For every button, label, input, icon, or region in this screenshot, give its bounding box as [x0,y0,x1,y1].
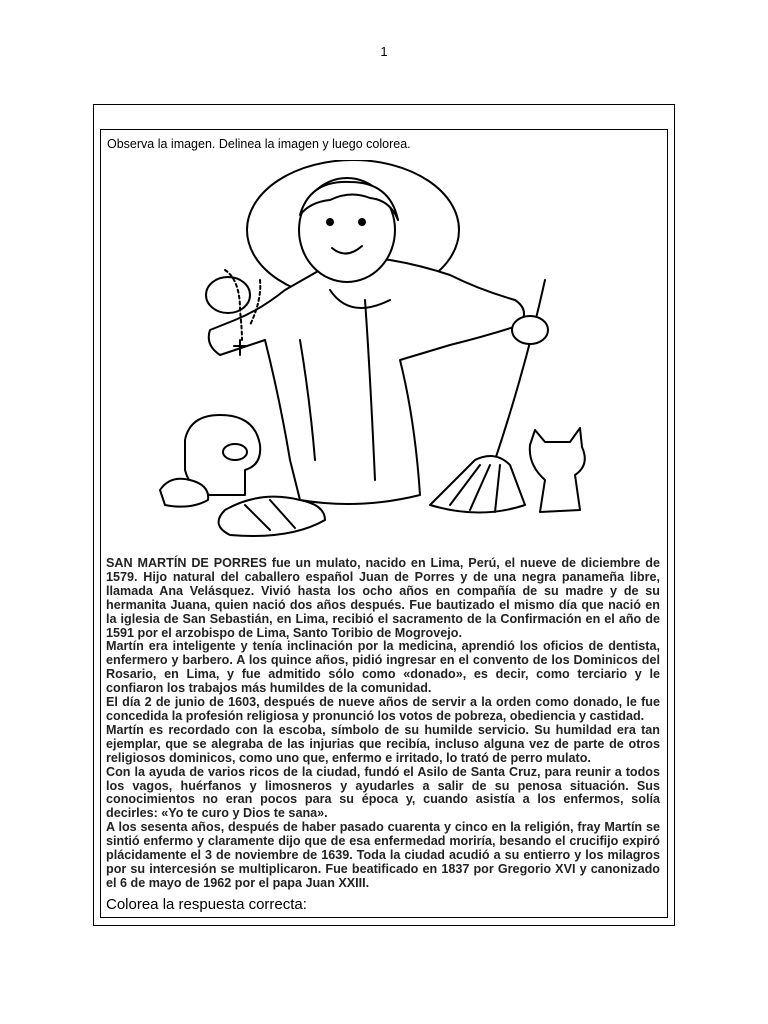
biography-paragraph: SAN MARTÍN DE PORRES fue un mulato, nacido en Lima, Perú, el nueve de diciembre de 1579. Hijo natural del caballero español Juan de Porres y de una negra panameña libre, llamada Ana Velásquez. Vivió hasta los ocho años en compañía de su madre y de su hermanita Juana, quien nació dos años después. Fue bautizado el mismo día que nació en la iglesia de San Sebastián, en Lima, recibió el sacramento de la Confirmación en el año de 1591 por el arzobispo de Lima, Santo Toribio de Mogrovejo. [106,556,660,640]
biography-paragraph: Martín es recordado con la escoba, símbolo de su humilde servicio. Su humildad era tan ejemplar, que se alegraba de las injurias que recibía, incluso alguna vez de parte de otros religiosos dominicos, como uno que, enfermo e irritado, lo trató de perro mulato. [106,722,660,765]
question-prompt: Colorea la respuesta correcta: [106,896,307,913]
biography-paragraph: Con la ayuda de varios ricos de la ciudad, fundó el Asilo de Santa Cruz, para reunir a todos los vagos, huérfanos y limosneros y ayudarles a salir de su penosa situación. Sus conocimientos no eran pocos para su época y, cuando asistía a los enfermos, solía decirles: «Yo te curo y Dios te sana». [106,764,660,821]
biography-paragraph: Martín era inteligente y tenía inclinación por la medicina, aprendió los oficios de dentista, enfermero y barbero. A los quince años, pidió ingresar en el convento de los Dominicos del Rosario, en Lima, y fue admitido sólo como «donado», es decir, como terciario y le confiaron los trabajos más humildes de la comunidad. [106,639,660,696]
saint-martin-coloring-illustration [150,160,620,550]
instruction-text: Observa la imagen. Delinea la imagen y luego colorea. [107,137,411,151]
page-number: 1 [380,44,388,59]
left-hand [206,277,250,313]
cat-outline [530,428,585,512]
broom-head [430,456,525,513]
biography-text [106,557,660,891]
biography-paragraph: A los sesenta años, después de haber pasado cuarenta y cinco en la religión, fray Martín se sintió enfermo y claramente dijo que de esa enfermedad moriría, besando el crucifijo expiró plácidamente el 3 de noviembre de 1639. Toda la ciudad acudió a su entierro y los milagros por su intercesión se multiplicaron. Fue beatificado en 1837 por Gregorio XVI y canonizado el 6 de mayo de 1962 por el papa Juan XXIII. [106,820,660,890]
biography-paragraph: El día 2 de junio de 1603, después de nueve años de servir a la orden como donado, le fue concedida la profesión religiosa y pronunció los votos de pobreza, obediencia y castidad. [106,695,660,723]
